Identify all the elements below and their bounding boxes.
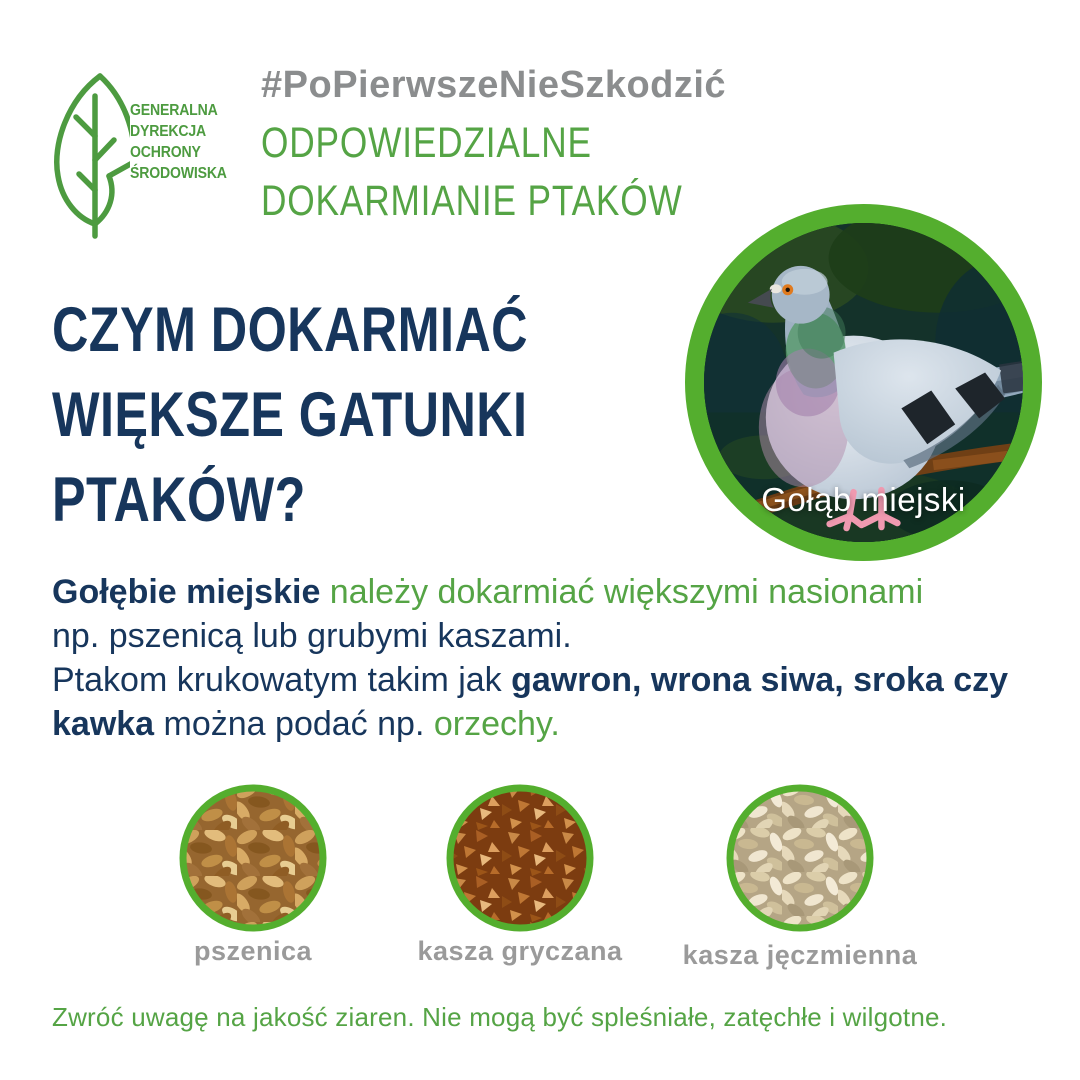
logo-line: DYREKCJA	[130, 123, 207, 140]
campaign-hashtag: #PoPierwszeNieSzkodzić	[261, 64, 727, 106]
body-bold-corvids: gawron, wrona siwa, sroka czy	[511, 661, 1009, 699]
buckwheat-groats-photo	[446, 784, 594, 932]
gdos-leaf-logo-icon	[46, 70, 130, 240]
body-line3	[52, 658, 1008, 702]
grain-label-kasza-jeczmienna: kasza jęczmienna	[682, 940, 918, 970]
heading-line3: PTAKÓW?	[52, 465, 306, 535]
body-text-corvids-intro: Ptakom krukowatym takim jak	[52, 661, 512, 699]
barley-groats-photo	[726, 784, 874, 932]
body-text	[52, 570, 1008, 746]
body-bold-kawka: kawka	[52, 705, 155, 743]
campaign-subtitle-line2: DOKARMIANIE PTAKÓW	[261, 177, 683, 225]
body-line2	[52, 614, 1008, 658]
logo-line: GENERALNA	[130, 102, 218, 119]
body-green-nuts: orzechy.	[433, 705, 560, 743]
body-green-advice: należy dokarmiać większymi nasionami	[320, 573, 924, 611]
grain-item-kasza-gryczana	[446, 784, 594, 932]
main-heading	[52, 288, 647, 543]
body-bold-species: Gołębie miejskie	[52, 573, 321, 611]
grain-item-kasza-jeczmienna	[726, 784, 874, 932]
body-line1	[52, 570, 1008, 614]
pigeon-caption: Gołąb miejski	[761, 481, 966, 518]
heading-line2: WIĘKSZE GATUNKI	[52, 380, 528, 450]
body-text-serve: można podać np.	[154, 705, 434, 743]
body-line4	[52, 702, 1008, 746]
heading-line1: CZYM DOKARMIAĆ	[52, 295, 528, 365]
grain-label-pszenica: pszenica	[193, 936, 313, 966]
gdos-logo-wordmark	[130, 100, 227, 184]
body-text-examples: np. pszenicą lub grubymi kaszami.	[52, 617, 572, 655]
logo-line: OCHRONY	[130, 144, 201, 161]
campaign-subtitle-line1: ODPOWIEDZIALNE	[261, 119, 592, 167]
wheat-grains-photo	[179, 784, 327, 932]
footer-quality-note: Zwróć uwagę na jakość ziaren. Nie mogą być spleśniałe, zatęchłe i wilgotne.	[52, 1002, 948, 1032]
logo-line: ŚRODOWISKA	[130, 165, 227, 182]
grain-item-pszenica	[179, 784, 327, 932]
grain-label-kasza-gryczana: kasza gryczana	[417, 936, 623, 966]
